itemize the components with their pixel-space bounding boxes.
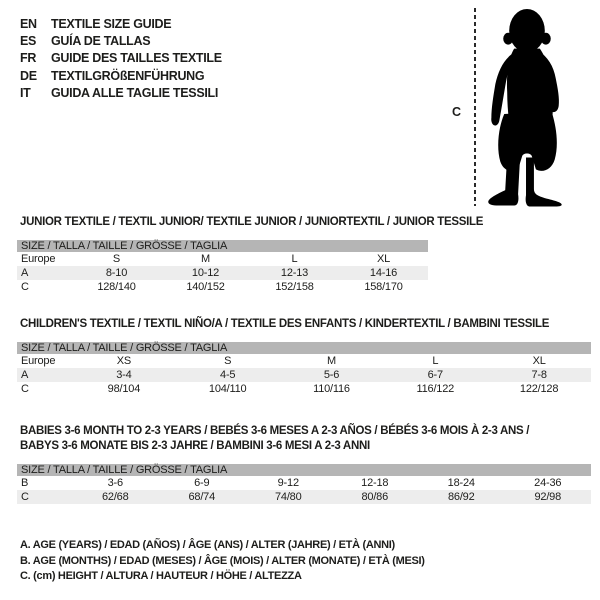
size-cell: 128/140 <box>97 281 136 293</box>
size-cell: 86/92 <box>418 490 505 504</box>
size-cell: XL <box>376 253 391 265</box>
table-row <box>17 476 591 490</box>
language-code: DE <box>20 68 37 83</box>
size-cell: 98/104 <box>107 383 141 395</box>
size-cell: 18-24 <box>447 477 475 489</box>
size-cell: 5-6 <box>280 368 384 382</box>
language-row <box>20 68 222 85</box>
table-row <box>17 280 428 294</box>
language-row <box>20 33 222 50</box>
size-cell: 80/86 <box>332 490 419 504</box>
size-header-bar: SIZE / TALLA / TAILLE / GRÖSSE / TAGLIA <box>17 240 428 252</box>
size-cell: S <box>112 253 121 265</box>
row-label: C <box>21 383 29 395</box>
language-label: GUIDE DES TAILLES TEXTILE <box>51 51 222 66</box>
size-cell: 104/110 <box>208 383 247 395</box>
row-label: A <box>17 368 72 382</box>
table-title-line: JUNIOR TEXTILE / TEXTIL JUNIOR/ TEXTILE JUNIOR / JUNIORTEXTIL / JUNIOR TESSILE <box>20 216 484 228</box>
language-code: EN <box>20 17 37 31</box>
table-title <box>20 317 591 332</box>
table-row <box>17 368 591 382</box>
size-cell: XS <box>116 355 132 367</box>
table-row <box>17 252 428 266</box>
language-code: ES <box>20 34 37 49</box>
table-row <box>17 490 591 504</box>
size-header-bar: SIZE / TALLA / TAILLE / GRÖSSE / TAGLIA <box>17 464 591 476</box>
table-title-line: BABYS 3-6 MONATE BIS 2-3 JAHRE / BAMBINI 3-6 MESI A 2-3 ANNI <box>20 440 370 452</box>
size-table-section-babies <box>17 424 591 504</box>
row-label: Europe <box>21 253 56 265</box>
size-header-bar: SIZE / TALLA / TAILLE / GRÖSSE / TAGLIA <box>17 342 591 354</box>
language-label: TEXTILE SIZE GUIDE <box>51 17 172 31</box>
size-cell: M <box>201 253 210 265</box>
size-cell: 6-9 <box>194 477 210 489</box>
size-table <box>17 342 591 396</box>
height-measure-label: C <box>452 105 462 119</box>
footnotes <box>20 538 425 585</box>
size-cell: 4-5 <box>176 368 280 382</box>
footnote: A. AGE (YEARS) / EDAD (AÑOS) / ÂGE (ANS) / ALTER (JAHRE) / ETÀ (ANNI) <box>20 539 395 551</box>
size-cell: 62/68 <box>72 490 159 504</box>
size-cell: 122/128 <box>519 383 559 395</box>
size-cell: 12-18 <box>361 477 389 489</box>
language-label: GUIDA ALLE TAGLIE TESSILI <box>51 85 219 100</box>
table-title <box>20 215 483 230</box>
language-row <box>20 50 222 67</box>
footnote: C. (cm) HEIGHT / ALTURA / HAUTEUR / HÖHE / ALTEZZA <box>20 570 302 583</box>
size-table-section-junior <box>17 215 483 294</box>
size-table-section-children <box>17 317 591 396</box>
table-title-line: BABIES 3-6 MONTH TO 2-3 YEARS / BEBÉS 3-6 MESES A 2-3 AÑOS / BÉBÉS 3-6 MOIS À 2-3 ANS / <box>20 425 530 437</box>
size-cell: 8-10 <box>72 266 161 280</box>
size-cell: 92/98 <box>505 490 592 504</box>
size-cell: 140/152 <box>186 281 225 293</box>
table-title <box>20 424 591 454</box>
language-code: FR <box>20 51 37 66</box>
row-label: C <box>17 490 72 504</box>
row-label: B <box>21 477 29 489</box>
table-row <box>17 382 591 396</box>
height-measure-line <box>474 8 476 206</box>
language-list <box>20 16 222 102</box>
size-cell: 3-6 <box>107 477 123 489</box>
footnote: B. AGE (MONTHS) / EDAD (MESES) / ÂGE (MOIS) / ALTER (MONATE) / ETÀ (MESI) <box>20 554 425 567</box>
size-cell: 10-12 <box>161 266 250 280</box>
language-row <box>20 16 222 33</box>
row-label: A <box>17 266 72 280</box>
size-cell: XL <box>532 355 546 367</box>
size-cell: 3-4 <box>72 368 176 382</box>
size-cell: 9-12 <box>277 477 299 489</box>
table-row <box>17 266 428 280</box>
size-table <box>17 464 591 504</box>
table-row <box>17 354 591 368</box>
size-cell: 74/80 <box>245 490 332 504</box>
language-row <box>20 85 222 102</box>
size-cell: 6-7 <box>383 368 487 382</box>
size-cell: 14-16 <box>339 266 428 280</box>
baby-silhouette-icon <box>484 9 570 207</box>
size-cell: L <box>432 355 439 367</box>
size-cell: 12-13 <box>250 266 339 280</box>
language-label: GUÍA DE TALLAS <box>51 34 151 49</box>
size-cell: 152/158 <box>275 281 314 293</box>
size-cell: 158/170 <box>364 281 403 293</box>
size-cell: 24-36 <box>534 477 562 489</box>
table-title-line: CHILDREN'S TEXTILE / TEXTIL NIÑO/A / TEXTILE DES ENFANTS / KINDERTEXTIL / BAMBINI TESSILE <box>20 318 550 330</box>
size-cell: 110/116 <box>313 383 350 395</box>
size-table <box>17 240 428 294</box>
row-label: Europe <box>21 355 56 367</box>
size-cell: S <box>224 355 232 367</box>
language-code: IT <box>20 85 31 100</box>
size-cell: 7-8 <box>487 368 591 382</box>
size-cell: 116/122 <box>416 383 455 395</box>
language-label: TEXTILGRÖßENFÜHRUNG <box>51 68 205 83</box>
size-cell: 68/74 <box>159 490 246 504</box>
row-label: C <box>21 281 29 293</box>
size-cell: L <box>291 253 298 265</box>
size-cell: M <box>327 355 336 367</box>
